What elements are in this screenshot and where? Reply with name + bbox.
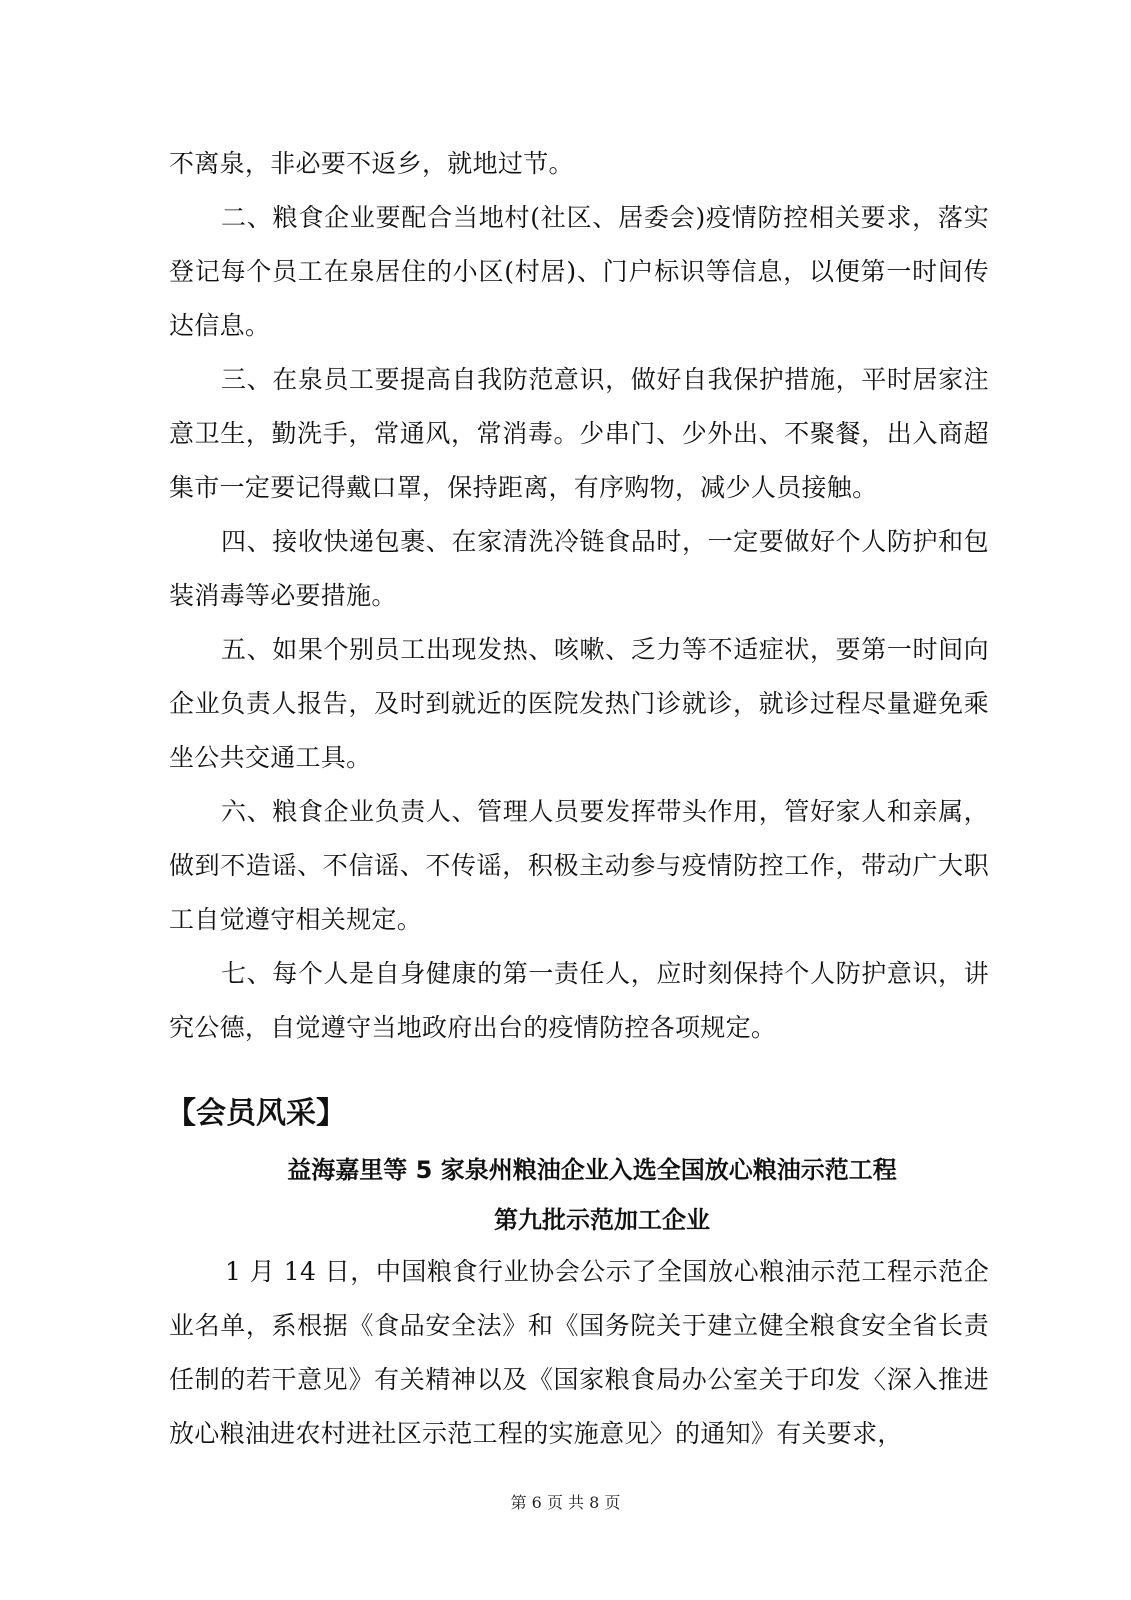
page-footer: 第 6 页 共 8 页: [510, 1493, 621, 1512]
article-body-paragraph: 1 月 14 日，中国粮食行业协会公示了全国放心粮油示范工程示范企业名单，系根据《食品安全法》和《国务院关于建立健全粮食安全省长责任制的若干意见》有关精神以及《国家粮食局办公室关于印发〈深入推进放心粮油进农村进社区示范工程的实施意见〉的通知》有关要求，: [169, 1257, 989, 1448]
article-title-line-1: 益海嘉里等 5 家泉州粮油企业入选全国放心粮油示范工程: [287, 1156, 897, 1184]
section-heading: 【会员风采】: [166, 1096, 346, 1131]
notice-paragraph: 不离泉，非必要不返乡，就地过节。: [169, 149, 574, 178]
notice-paragraph: 七、每个人是自身健康的第一责任人，应时刻保持个人防护意识，讲究公德，自觉遵守当地政府出台的疫情防控各项规定。: [169, 959, 989, 1042]
notice-paragraph: 四、接收快递包裹、在家清洗冷链食品时，一定要做好个人防护和包装消毒等必要措施。: [169, 527, 989, 610]
notice-paragraph: 三、在泉员工要提高自我防范意识，做好自我保护措施，平时居家注意卫生，勤洗手，常通风，常消毒。少串门、少外出、不聚餐，出入商超集市一定要记得戴口罩，保持距离，有序购物，减少人员接触。: [169, 365, 989, 502]
notice-paragraph: 二、粮食企业要配合当地村(社区、居委会)疫情防控相关要求，落实登记每个员工在泉居住的小区(村居)、门户标识等信息，以便第一时间传达信息。: [169, 203, 989, 340]
article-title-line-2: 第九批示范加工企业: [494, 1206, 710, 1234]
notice-paragraph: 六、粮食企业负责人、管理人员要发挥带头作用，管好家人和亲属，做到不造谣、不信谣、不传谣，积极主动参与疫情防控工作，带动广大职工自觉遵守相关规定。: [169, 797, 989, 934]
page-content: [166, 137, 989, 1461]
notice-paragraph: 五、如果个别员工出现发热、咳嗽、乏力等不适症状，要第一时间向企业负责人报告，及时到就近的医院发热门诊就诊，就诊过程尽量避免乘坐公共交通工具。: [169, 635, 989, 772]
notice-paragraphs: [169, 137, 989, 1055]
